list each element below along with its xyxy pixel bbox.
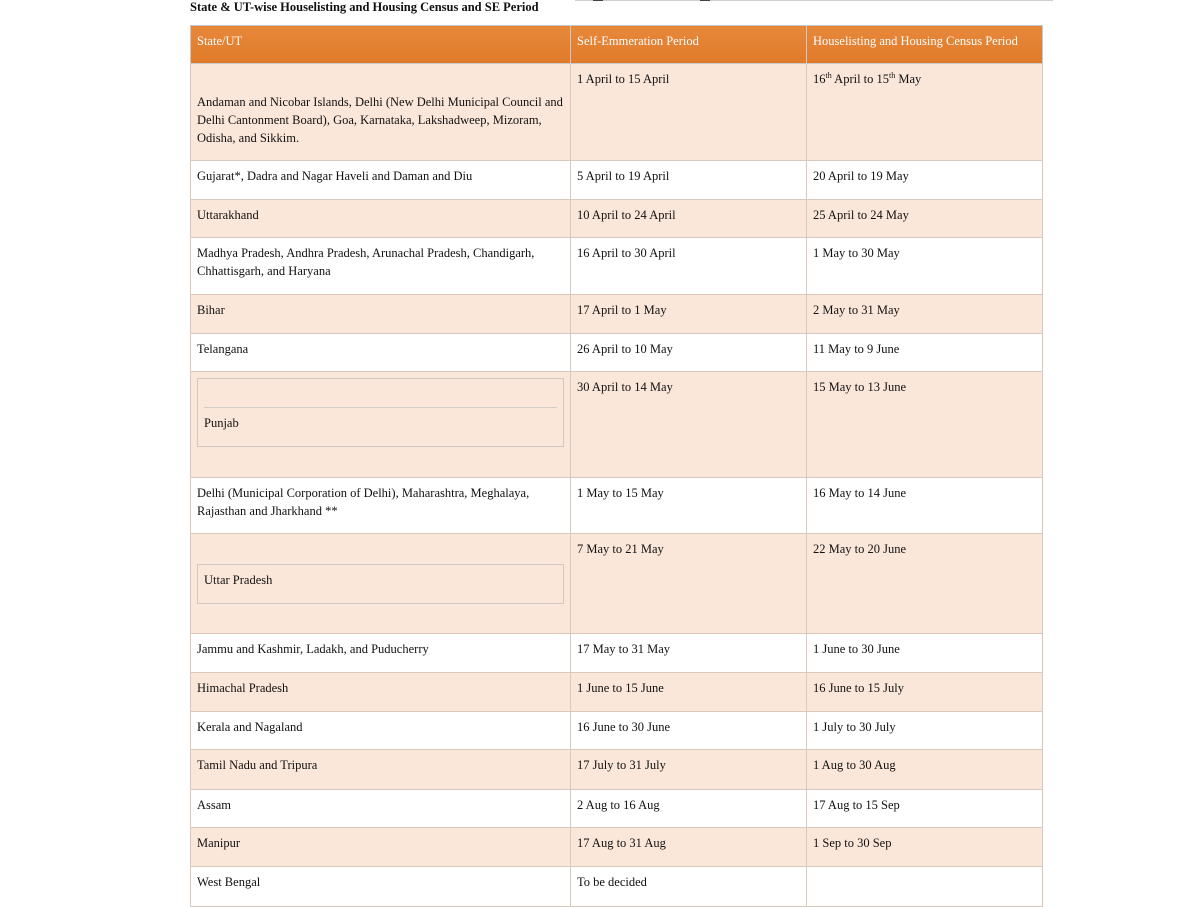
cell-hlo-period: 22 May to 20 June bbox=[807, 534, 1043, 634]
cell-state: Kerala and Nagaland bbox=[191, 712, 571, 750]
cell-hlo-period: 20 April to 19 May bbox=[807, 161, 1043, 200]
hlo-end: May bbox=[895, 72, 922, 86]
ordinal-suffix: th bbox=[889, 70, 896, 80]
cell-state: Tamil Nadu and Tripura bbox=[191, 750, 571, 790]
cell-hlo-period bbox=[807, 64, 1043, 161]
cell-se-period: 17 July to 31 July bbox=[571, 750, 807, 790]
table-row bbox=[191, 161, 1043, 200]
table-title: State & UT-wise Houselisting and Housing Census and SE Period bbox=[190, 0, 539, 14]
cell-hlo-period: 1 May to 30 May bbox=[807, 238, 1043, 295]
table-row bbox=[191, 200, 1043, 238]
cell-hlo-period: 2 May to 31 May bbox=[807, 295, 1043, 334]
cell-se-period: 30 April to 14 May bbox=[571, 372, 807, 478]
cell-se-period: 5 April to 19 April bbox=[571, 161, 807, 200]
cell-state: Madhya Pradesh, Andhra Pradesh, Arunachal Pradesh, Chandigarh, Chhattisgarh, and Haryana bbox=[191, 238, 571, 295]
cell-se-period: 1 June to 15 June bbox=[571, 673, 807, 712]
top-rule bbox=[575, 0, 1053, 1]
nested-empty-row bbox=[204, 379, 557, 408]
cell-state bbox=[191, 372, 571, 478]
nested-table bbox=[197, 564, 564, 604]
cell-se-period: 26 April to 10 May bbox=[571, 334, 807, 372]
top-rule-mark bbox=[700, 0, 710, 1]
cell-se-period: 1 April to 15 April bbox=[571, 64, 807, 161]
cell-hlo-period: 16 May to 14 June bbox=[807, 478, 1043, 534]
table-row bbox=[191, 295, 1043, 334]
cell-se-period: 7 May to 21 May bbox=[571, 534, 807, 634]
census-schedule-table bbox=[190, 25, 1043, 907]
table-row bbox=[191, 867, 1043, 907]
table-row bbox=[191, 334, 1043, 372]
cell-se-period: To be decided bbox=[571, 867, 807, 907]
hlo-mid: April to 15 bbox=[831, 72, 890, 86]
cell-hlo-period: 1 Aug to 30 Aug bbox=[807, 750, 1043, 790]
cell-se-period: 10 April to 24 April bbox=[571, 200, 807, 238]
cell-state: Telangana bbox=[191, 334, 571, 372]
hlo-day: 16 bbox=[813, 72, 826, 86]
table-row bbox=[191, 712, 1043, 750]
cell-se-period: 16 June to 30 June bbox=[571, 712, 807, 750]
table-row bbox=[191, 478, 1043, 534]
top-rule-mark bbox=[593, 0, 603, 1]
table-row bbox=[191, 634, 1043, 673]
table-row bbox=[191, 790, 1043, 828]
header-hlo-period: Houselisting and Housing Census Period bbox=[807, 26, 1043, 64]
cell-se-period: 17 May to 31 May bbox=[571, 634, 807, 673]
header-state: State/UT bbox=[191, 26, 571, 64]
header-se-period: Self-Emmeration Period bbox=[571, 26, 807, 64]
cell-state: Assam bbox=[191, 790, 571, 828]
cell-hlo-period: 1 June to 30 June bbox=[807, 634, 1043, 673]
cell-hlo-period: 11 May to 9 June bbox=[807, 334, 1043, 372]
cell-state: West Bengal bbox=[191, 867, 571, 907]
table-row bbox=[191, 750, 1043, 790]
cell-state: Andaman and Nicobar Islands, Delhi (New Delhi Municipal Council and Delhi Cantonment Board), Goa, Karnataka, Lakshadweep, Mizoram, Odisha, and Sikkim. bbox=[191, 64, 571, 161]
table-row bbox=[191, 372, 1043, 478]
cell-se-period: 2 Aug to 16 Aug bbox=[571, 790, 807, 828]
cell-state: Bihar bbox=[191, 295, 571, 334]
cell-state: Jammu and Kashmir, Ladakh, and Puducherry bbox=[191, 634, 571, 673]
cell-se-period: 17 Aug to 31 Aug bbox=[571, 828, 807, 867]
cell-state bbox=[191, 534, 571, 634]
nested-table bbox=[197, 378, 564, 447]
cell-se-period: 17 April to 1 May bbox=[571, 295, 807, 334]
table-row bbox=[191, 828, 1043, 867]
cell-state: Himachal Pradesh bbox=[191, 673, 571, 712]
table-row bbox=[191, 64, 1043, 161]
cell-state: Delhi (Municipal Corporation of Delhi), Maharashtra, Meghalaya, Rajasthan and Jharkhand ** bbox=[191, 478, 571, 534]
table-header-row bbox=[191, 26, 1043, 64]
nested-state-label: Punjab bbox=[204, 416, 239, 430]
cell-se-period: 16 April to 30 April bbox=[571, 238, 807, 295]
ordinal-suffix: th bbox=[825, 70, 832, 80]
cell-hlo-period: 1 Sep to 30 Sep bbox=[807, 828, 1043, 867]
table-row bbox=[191, 238, 1043, 295]
cell-state: Gujarat*, Dadra and Nagar Haveli and Daman and Diu bbox=[191, 161, 571, 200]
cell-state: Uttarakhand bbox=[191, 200, 571, 238]
cell-hlo-period: 1 July to 30 July bbox=[807, 712, 1043, 750]
cell-hlo-period bbox=[807, 867, 1043, 907]
cell-state: Manipur bbox=[191, 828, 571, 867]
cell-hlo-period: 25 April to 24 May bbox=[807, 200, 1043, 238]
cell-hlo-period: 16 June to 15 July bbox=[807, 673, 1043, 712]
cell-hlo-period: 15 May to 13 June bbox=[807, 372, 1043, 478]
nested-state-label: Uttar Pradesh bbox=[204, 573, 273, 587]
cell-hlo-period: 17 Aug to 15 Sep bbox=[807, 790, 1043, 828]
table-row bbox=[191, 534, 1043, 634]
cell-se-period: 1 May to 15 May bbox=[571, 478, 807, 534]
table-row bbox=[191, 673, 1043, 712]
